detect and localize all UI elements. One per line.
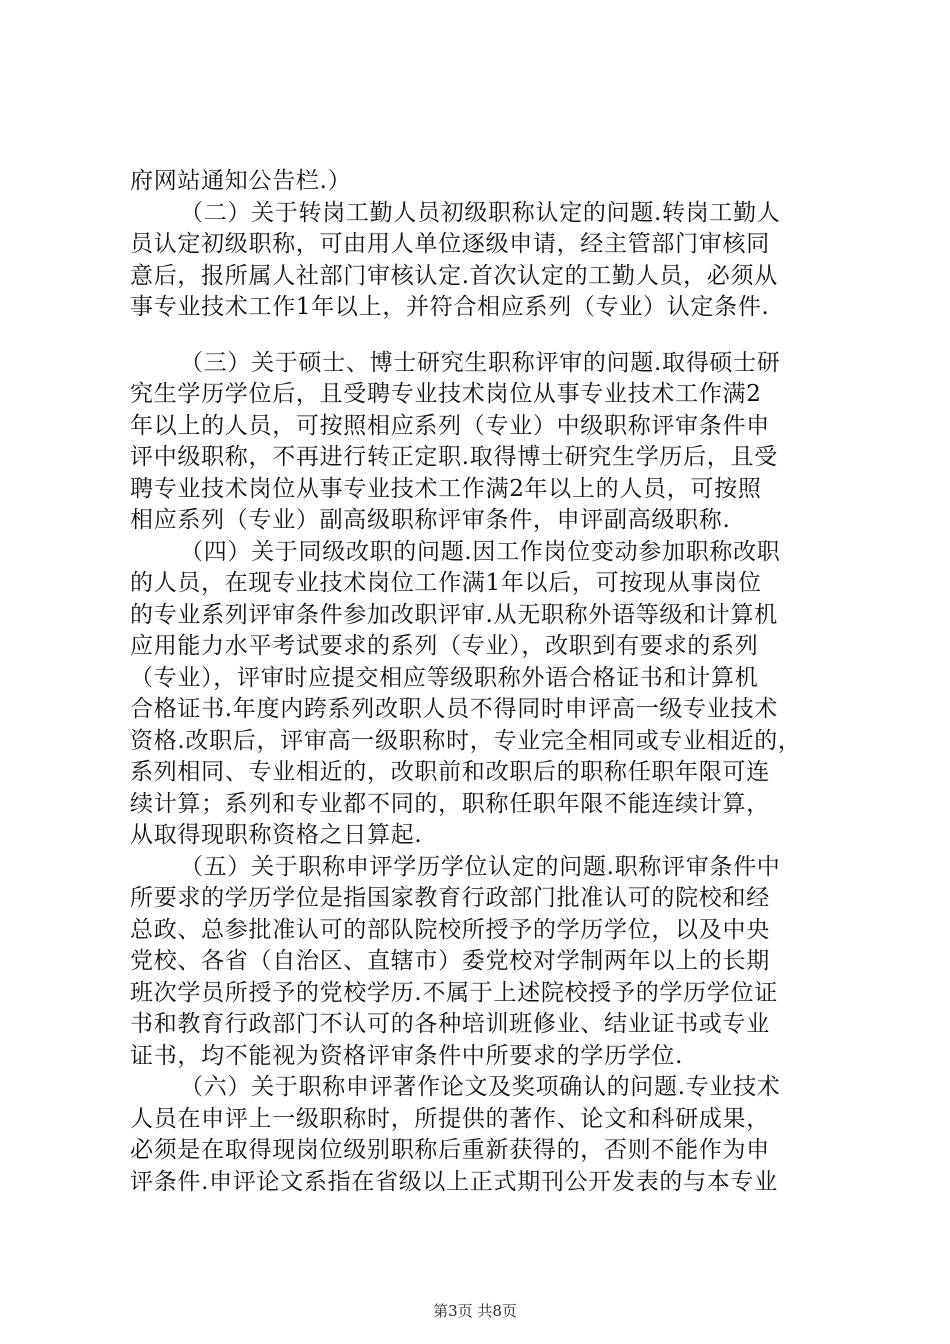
text-line: 应用能力水平考试要求的系列（专业），改职到有要求的系列 — [130, 633, 759, 659]
text-line: 书和教育行政部门不认可的各种培训班修业、结业证书或专业 — [130, 1011, 770, 1037]
text-line: 评中级职称，不再进行转正定职.取得博士研究生学历后，且受 — [130, 444, 778, 470]
text-line: （五）关于职称申评学历学位认定的问题.职称评审条件中 — [180, 853, 781, 880]
text-line: （六）关于职称申评著作论文及奖项确认的问题.专业技术 — [180, 1074, 781, 1100]
text-line: 资格.改职后，评审高一级职称时，专业完全相同或专业相近的， — [130, 727, 802, 754]
document-body — [130, 166, 830, 1198]
text-line: （二）关于转岗工勤人员初级职称认定的问题.转岗工勤人 — [180, 199, 781, 226]
text-line: 班次学员所授予的党校学历.不属于上述院校授予的学历学位证 — [130, 979, 778, 1006]
text-line: 聘专业技术岗位从事专业技术工作满2年以上的人员，可按照 — [130, 475, 762, 502]
text-line: 续计算；系列和专业都不同的，职称任职年限不能连续计算， — [130, 790, 770, 817]
text-line: 证书，均不能视为资格评审条件中所要求的学历学位. — [130, 1042, 684, 1069]
text-line: 的人员，在现专业技术岗位工作满1年以后，可按现从事岗位 — [130, 570, 762, 596]
text-line: 系列相同、专业相近的，改职前和改职后的职称任职年限可连 — [130, 759, 770, 785]
text-line: 党校、各省（自治区、直辖市）委党校对学制两年以上的长期 — [130, 948, 770, 974]
text-line: 从取得现职称资格之日算起. — [130, 822, 423, 848]
text-line: （四）关于同级改职的问题.因工作岗位变动参加职称改职 — [180, 538, 781, 565]
text-line: 员认定初级职称，可由用人单位逐级申请，经主管部门审核同 — [130, 231, 770, 257]
text-line: 究生学历学位后，且受聘专业技术岗位从事专业技术工作满2 — [130, 381, 762, 407]
text-line: 事专业技术工作1年以上，并符合相应系列（专业）认定条件. — [130, 294, 770, 320]
text-line: 人员在申评上一级职称时，所提供的著作、论文和科研成果， — [130, 1105, 770, 1132]
text-line: 的专业系列评审条件参加改职评审.从无职称外语等级和计算机 — [130, 601, 778, 628]
text-line: 府网站通知公告栏.） — [130, 168, 352, 194]
text-line: 总政、总参批准认可的部队院校所授予的学历学位，以及中央 — [130, 916, 770, 943]
text-line: （三）关于硕士、博士研究生职称评审的问题.取得硕士研 — [180, 349, 781, 376]
page-number: 第3页 共8页 — [433, 1302, 517, 1320]
text-line: （专业），评审时应提交相应等级职称外语合格证书和计算机 — [130, 664, 759, 691]
text-line: 年以上的人员，可按照相应系列（专业）中级职称评审条件申 — [130, 412, 770, 439]
text-line: 合格证书.年度内跨系列改职人员不得同时申评高一级专业技术 — [130, 696, 778, 722]
text-line: 评条件.申评论文系指在省级以上正式期刊公开发表的与本专业 — [130, 1168, 778, 1195]
text-line: 必须是在取得现岗位级别职称后重新获得的，否则不能作为申 — [130, 1137, 770, 1163]
text-line: 意后，报所属人社部门审核认定.首次认定的工勤人员，必须从 — [130, 262, 778, 289]
text-line: 相应系列（专业）副高级职称评审条件，申评副高级职称. — [130, 507, 731, 533]
text-line: 所要求的学历学位是指国家教育行政部门批准认可的院校和经 — [130, 885, 770, 911]
